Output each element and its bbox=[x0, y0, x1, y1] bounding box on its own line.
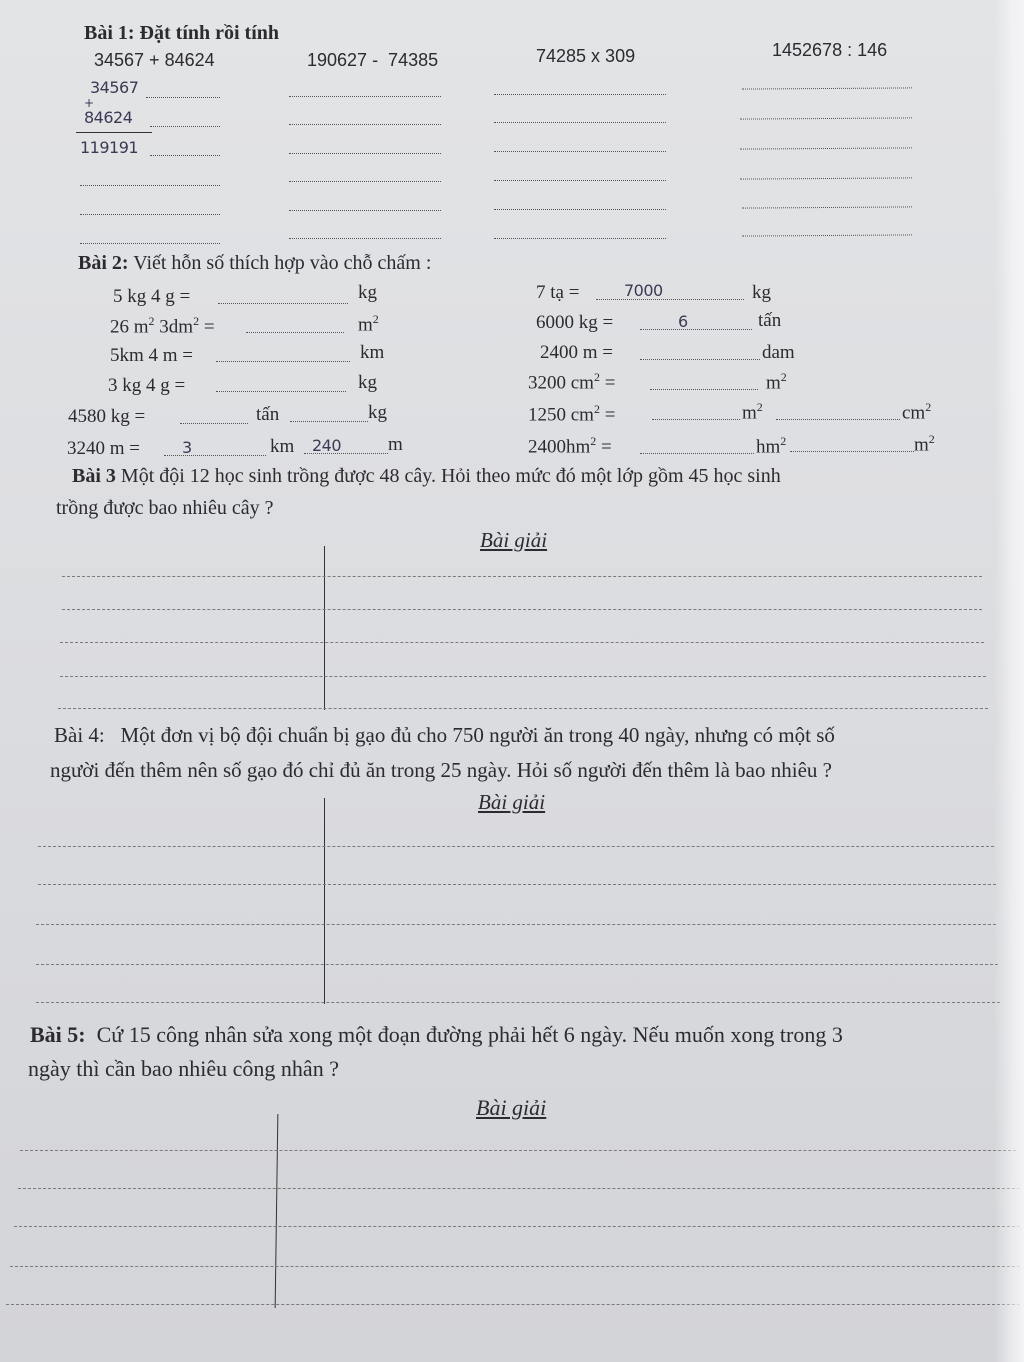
unit-label: $m^2$ bbox=[766, 370, 787, 394]
answer-blank bbox=[640, 453, 754, 454]
answer-blank bbox=[216, 361, 350, 362]
unit-label: kg bbox=[358, 372, 377, 393]
work-line bbox=[289, 153, 441, 154]
work-line bbox=[742, 87, 912, 89]
exercise-3-text: Bài 3 Một đội 12 học sinh trồng được 48 cây. Hỏi theo mức đó một lớp gồm 45 học sinh bbox=[72, 465, 781, 487]
answer-line bbox=[60, 642, 984, 643]
answer-line bbox=[38, 846, 994, 847]
work-line bbox=[494, 151, 666, 152]
problem-division: 1452678 : 146 bbox=[772, 40, 888, 60]
work-line bbox=[289, 210, 441, 211]
exercise-2-title: Bài 2: Viết hỗn số thích hợp vào chỗ chấm : bbox=[78, 252, 432, 274]
unit-label: km bbox=[360, 342, 385, 363]
work-number-1: 34567 bbox=[90, 78, 139, 97]
conversion-right-4: 3200 $cm^2$ = bbox=[528, 370, 616, 394]
work-number-2: 84624 bbox=[84, 108, 133, 127]
unit-label: $m^2$ bbox=[358, 312, 379, 336]
work-underline bbox=[76, 132, 152, 133]
unit-label: kg bbox=[752, 282, 771, 303]
answer-blank bbox=[596, 299, 744, 300]
answer-blank bbox=[246, 332, 344, 333]
unit-label: km bbox=[270, 436, 295, 457]
work-line bbox=[80, 214, 220, 215]
answer-line bbox=[10, 1266, 1020, 1267]
answer-line bbox=[20, 1150, 1016, 1151]
conversion-right-2: 6000 kg = bbox=[536, 312, 614, 333]
conversion-left-6: 3240 m = bbox=[67, 438, 140, 459]
unit-label: $m^2$ bbox=[742, 400, 763, 424]
answer-line bbox=[36, 1002, 1000, 1003]
work-line bbox=[494, 180, 666, 181]
work-line bbox=[494, 209, 666, 210]
solution-title: Bài giải bbox=[478, 790, 546, 814]
unit-label: m bbox=[388, 434, 403, 455]
exercise-5-text: Bài 5: Cứ 15 công nhân sửa xong một đoạn đường phải hết 6 ngày. Nếu muốn xong trong 3 bbox=[30, 1022, 843, 1047]
conversion-right-1: 7 tạ = bbox=[536, 282, 580, 303]
conversion-left-3: 5km 4 m = bbox=[110, 345, 194, 366]
answer-blank bbox=[650, 389, 758, 390]
work-line bbox=[80, 243, 220, 244]
work-line bbox=[146, 97, 220, 98]
margin-line bbox=[275, 1114, 279, 1308]
conversion-left-1: 5 kg 4 g = bbox=[113, 286, 191, 307]
answer-blank bbox=[290, 421, 368, 422]
unit-label: dam bbox=[762, 342, 795, 363]
exercise-5-text-2: ngày thì cần bao nhiêu công nhân ? bbox=[28, 1056, 339, 1081]
margin-line bbox=[324, 546, 325, 710]
answer-line bbox=[62, 609, 982, 610]
unit-label: $cm^2$ bbox=[902, 400, 932, 424]
work-line bbox=[740, 117, 912, 119]
work-line bbox=[289, 124, 441, 125]
answer-blank bbox=[640, 329, 752, 330]
answer-blank bbox=[640, 359, 760, 360]
conversion-right-5: 1250 $cm^2$ = bbox=[528, 402, 616, 426]
problem-subtraction: 190627 - 74385 bbox=[307, 50, 439, 70]
handwritten-answer: 3 bbox=[182, 438, 192, 457]
answer-line bbox=[14, 1226, 1020, 1227]
work-line bbox=[80, 185, 220, 186]
conversion-right-3: 2400 m = bbox=[540, 342, 613, 363]
answer-line bbox=[36, 964, 998, 965]
work-line bbox=[289, 96, 441, 97]
problem-multiplication: 74285 x 309 bbox=[536, 46, 636, 66]
conversion-left-4: 3 kg 4 g = bbox=[108, 375, 186, 396]
conversion-left-2: 26 $m^2$ $3dm^2$ = bbox=[110, 314, 215, 338]
work-line bbox=[289, 181, 441, 182]
exercise-1-title: Bài 1: Đặt tính rồi tính bbox=[84, 22, 280, 44]
answer-line bbox=[18, 1188, 1020, 1189]
handwritten-answer: 6 bbox=[678, 312, 688, 331]
solution-title: Bài giải bbox=[476, 1095, 547, 1120]
conversion-right-6: $2400hm^2$ = bbox=[528, 434, 612, 458]
unit-label: tấn bbox=[758, 310, 782, 331]
work-line bbox=[740, 147, 912, 149]
answer-line bbox=[62, 576, 982, 577]
answer-line bbox=[60, 676, 986, 677]
work-line bbox=[740, 177, 912, 179]
answer-blank bbox=[218, 303, 348, 304]
answer-blank bbox=[790, 451, 914, 452]
answer-blank bbox=[652, 419, 740, 420]
answer-blank bbox=[164, 455, 266, 456]
unit-label: kg bbox=[368, 402, 387, 423]
work-line bbox=[150, 155, 220, 156]
margin-line bbox=[324, 798, 325, 1004]
solution-title: Bài giải bbox=[480, 528, 548, 552]
conversion-left-5: 4580 kg = bbox=[68, 406, 146, 427]
answer-blank bbox=[776, 419, 900, 420]
unit-label: tấn bbox=[256, 404, 280, 425]
work-line bbox=[742, 234, 912, 236]
problem-addition: 34567 + 84624 bbox=[94, 50, 215, 70]
work-line bbox=[494, 238, 666, 239]
handwritten-answer: 240 bbox=[312, 436, 342, 455]
exercise-4-text: Bài 4: Một đơn vị bộ đội chuẩn bị gạo đủ cho 750 người ăn trong 40 ngày, nhưng có một số bbox=[54, 723, 835, 747]
unit-label: kg bbox=[358, 282, 377, 303]
answer-line bbox=[36, 924, 996, 925]
answer-blank bbox=[216, 391, 346, 392]
handwritten-answer: 7000 bbox=[624, 281, 663, 300]
work-line bbox=[289, 238, 441, 239]
work-line bbox=[494, 122, 666, 123]
answer-line bbox=[6, 1304, 1020, 1305]
answer-blank bbox=[180, 423, 248, 424]
answer-line bbox=[38, 884, 996, 885]
exercise-4-text-2: người đến thêm nên số gạo đó chỉ đủ ăn trong 25 ngày. Hỏi số người đến thêm là bao nhiêu ? bbox=[50, 758, 832, 782]
unit-label: $m^2$ bbox=[914, 432, 935, 456]
answer-line bbox=[58, 708, 988, 709]
work-line bbox=[742, 206, 912, 208]
work-result: 119191 bbox=[80, 138, 139, 157]
plus-sign: + bbox=[84, 96, 94, 110]
unit-label: $hm^2$ bbox=[756, 434, 787, 458]
work-line bbox=[150, 126, 220, 127]
work-line bbox=[494, 94, 666, 95]
paper-edge bbox=[994, 0, 1024, 1362]
exercise-3-text-2: trồng được bao nhiêu cây ? bbox=[56, 497, 274, 519]
